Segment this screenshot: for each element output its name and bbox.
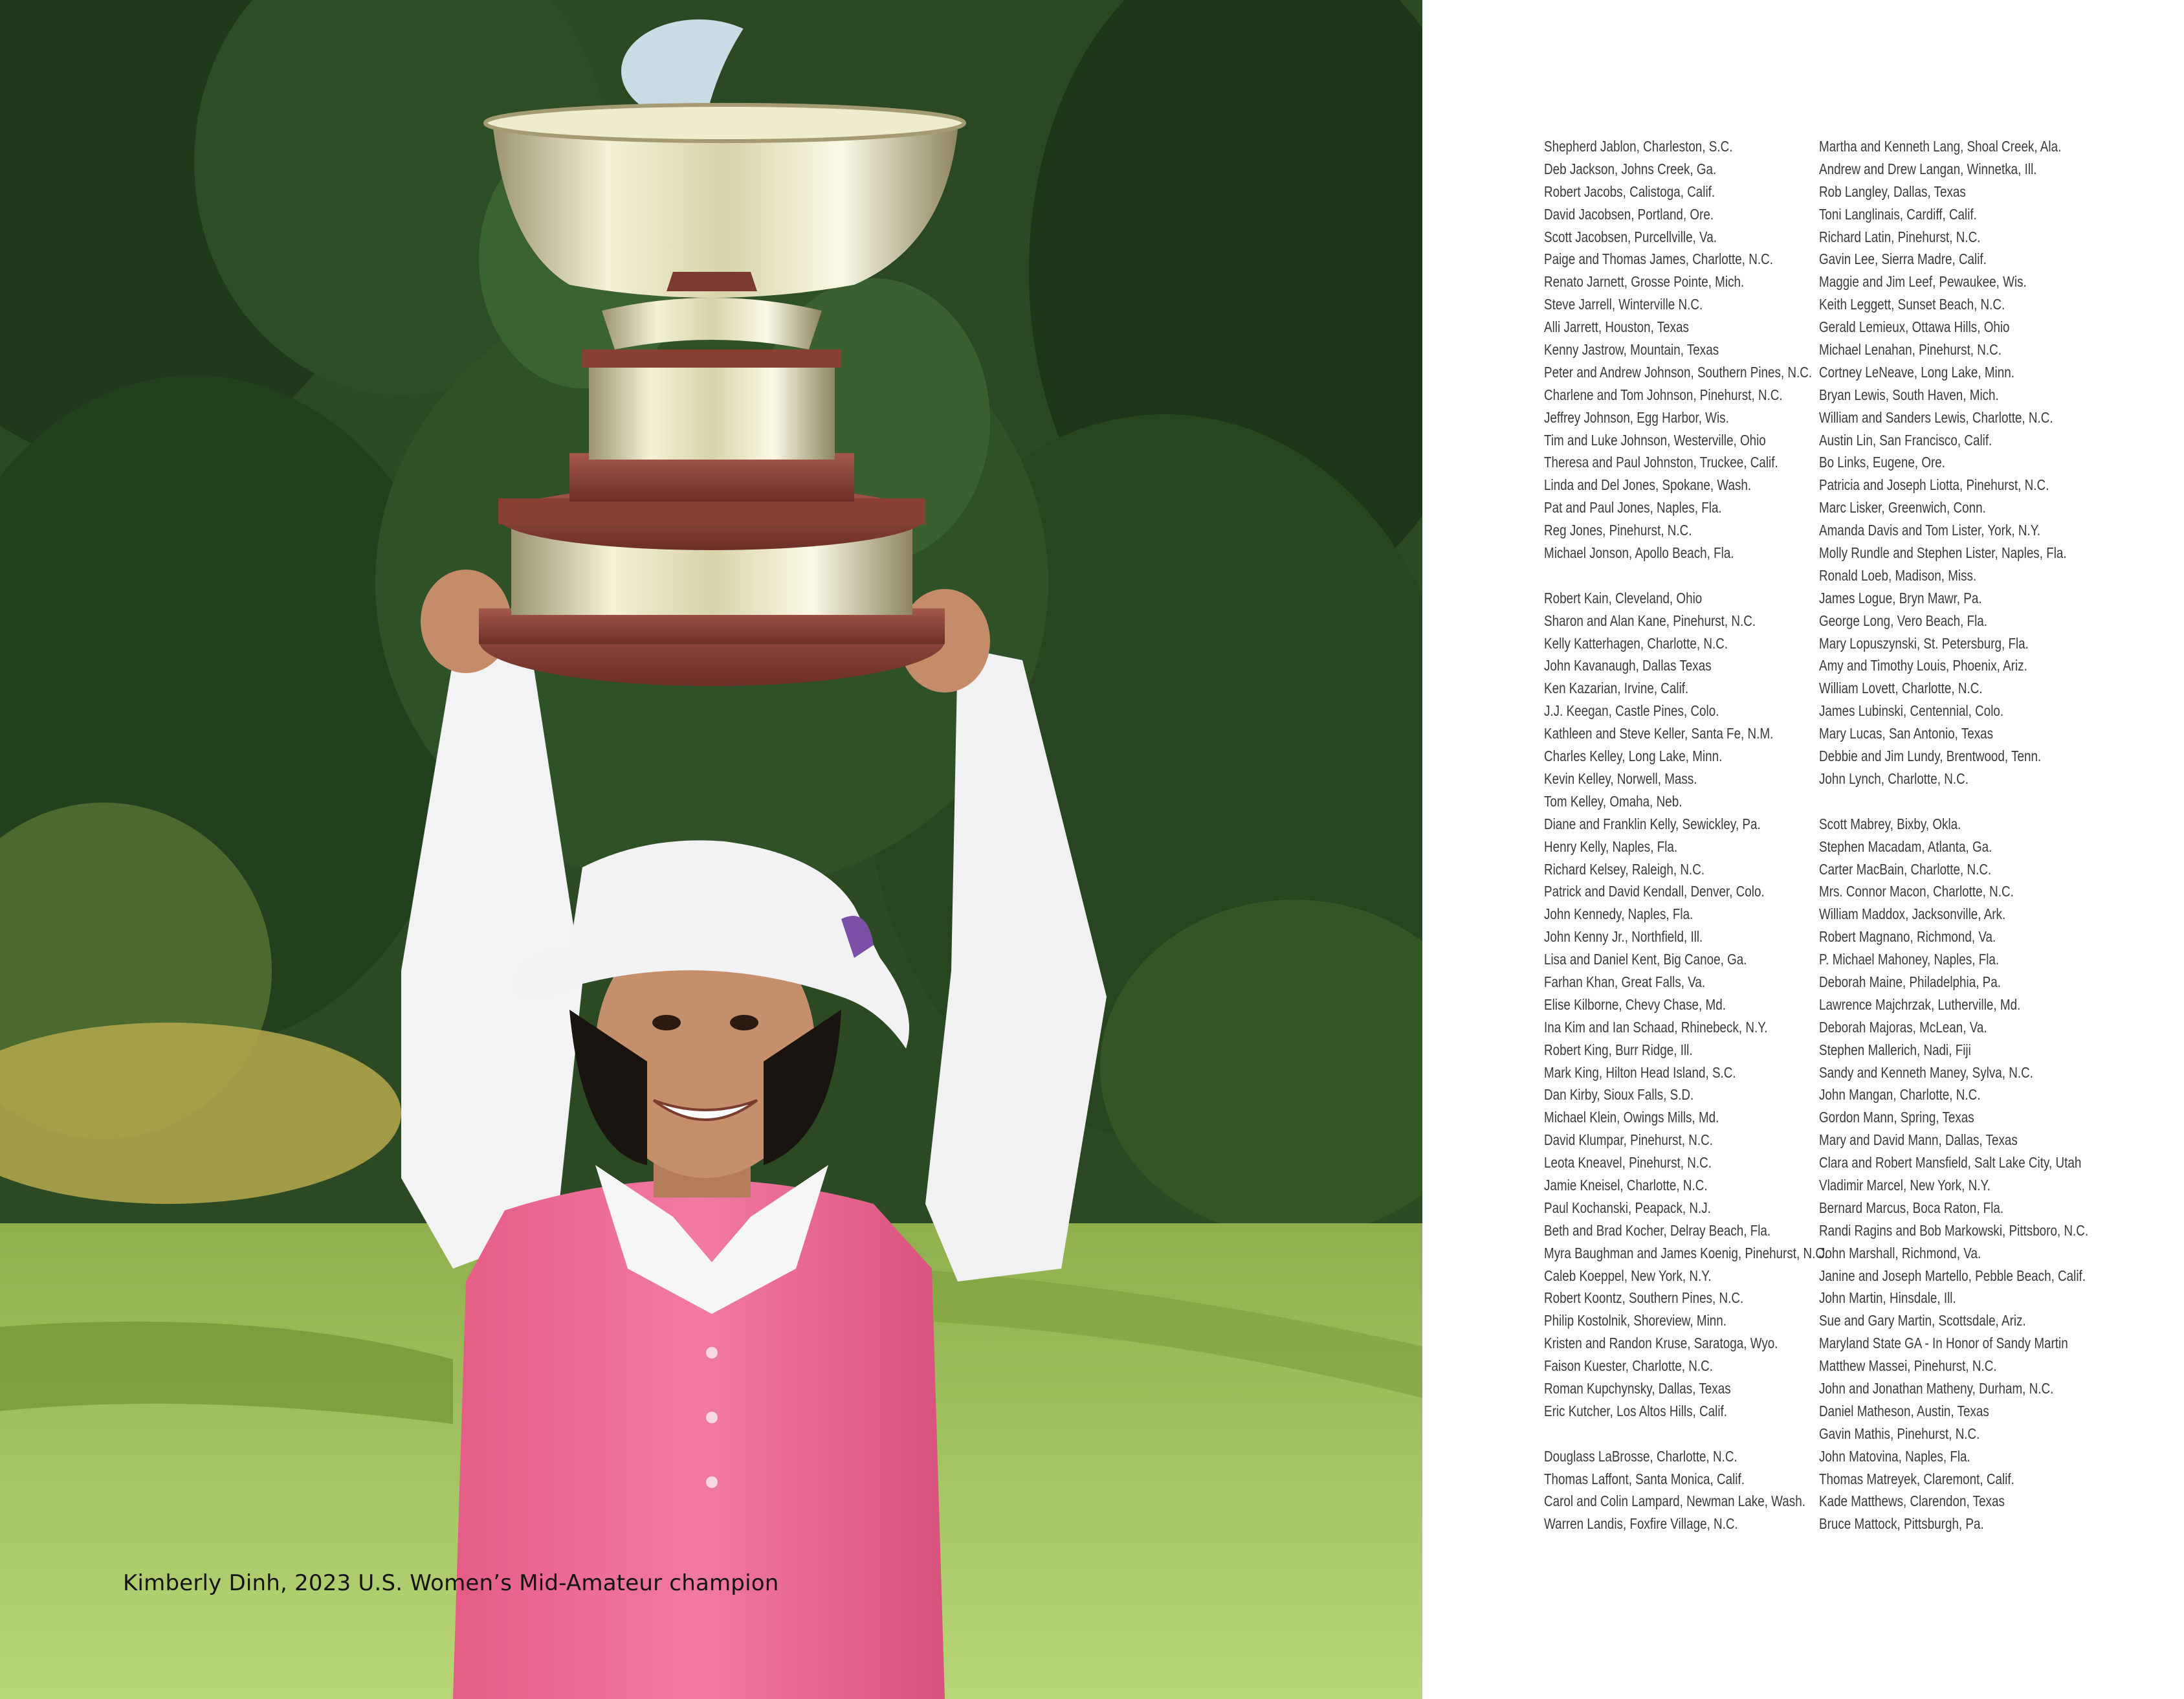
donor-entry: Michael Klein, Owings Mills, Md. — [1544, 1109, 1719, 1126]
donor-entry: Gavin Lee, Sierra Madre, Calif. — [1819, 250, 1987, 268]
donor-entry: Gerald Lemieux, Ottawa Hills, Ohio — [1819, 318, 2010, 336]
donor-entry: Tim and Luke Johnson, Westerville, Ohio — [1544, 431, 1766, 449]
donor-entry: Warren Landis, Foxfire Village, N.C. — [1544, 1515, 1738, 1533]
donor-entry: James Lubinski, Centennial, Colo. — [1819, 702, 2004, 720]
donor-entry: Richard Latin, Pinehurst, N.C. — [1819, 228, 1981, 245]
donor-entry: John Mangan, Charlotte, N.C. — [1819, 1086, 1981, 1104]
donor-entry: Theresa and Paul Johnston, Truckee, Calif. — [1544, 454, 1778, 471]
donor-entry: Martha and Kenneth Lang, Shoal Creek, Ala. — [1819, 138, 2062, 155]
donor-entry: Robert King, Burr Ridge, Ill. — [1544, 1041, 1693, 1058]
donor-entry: Philip Kostolnik, Shoreview, Minn. — [1544, 1312, 1726, 1329]
donor-entry: Austin Lin, San Francisco, Calif. — [1819, 431, 1992, 449]
donor-entry: Scott Jacobsen, Purcellville, Va. — [1544, 228, 1717, 245]
donor-entry: Linda and Del Jones, Spokane, Wash. — [1544, 476, 1752, 494]
donor-entry: Myra Baughman and James Koenig, Pinehurst, N.C. — [1544, 1244, 1828, 1261]
donor-entry: Thomas Laffont, Santa Monica, Calif. — [1544, 1470, 1745, 1487]
donor-entry: Robert Kain, Cleveland, Ohio — [1544, 589, 1703, 606]
donor-entry: Peter and Andrew Johnson, Southern Pines, N.C. — [1544, 363, 1813, 381]
donor-entry: Patricia and Joseph Liotta, Pinehurst, N.C. — [1819, 476, 2049, 494]
donor-entry: Deborah Majoras, McLean, Va. — [1819, 1018, 1987, 1036]
donor-entry: Michael Lenahan, Pinehurst, N.C. — [1819, 341, 2002, 359]
donor-entry: Sharon and Alan Kane, Pinehurst, N.C. — [1544, 612, 1756, 629]
donor-entry: Richard Kelsey, Raleigh, N.C. — [1544, 860, 1705, 878]
donor-entry: Reg Jones, Pinehurst, N.C. — [1544, 522, 1692, 539]
donor-entry: Patrick and David Kendall, Denver, Colo. — [1544, 883, 1765, 900]
donor-entry: Ken Kazarian, Irvine, Calif. — [1544, 680, 1689, 697]
donor-entry: Gordon Mann, Spring, Texas — [1819, 1109, 1974, 1126]
donor-entry: John Matovina, Naples, Fla. — [1819, 1447, 1970, 1465]
donor-entry: Charlene and Tom Johnson, Pinehurst, N.C. — [1544, 386, 1783, 403]
donor-entry: Caleb Koeppel, New York, N.Y. — [1544, 1267, 1712, 1284]
donor-entry: Ronald Loeb, Madison, Miss. — [1819, 566, 1977, 584]
donor-entry: Alli Jarrett, Houston, Texas — [1544, 318, 1689, 336]
donor-entry: David Jacobsen, Portland, Ore. — [1544, 205, 1714, 223]
donor-entry: Paul Kochanski, Peapack, N.J. — [1544, 1199, 1711, 1216]
donor-entry: Sandy and Kenneth Maney, Sylva, N.C. — [1819, 1063, 2033, 1081]
donor-entry: James Logue, Bryn Mawr, Pa. — [1819, 589, 1982, 606]
donor-entry: Kelly Katterhagen, Charlotte, N.C. — [1544, 634, 1728, 652]
donor-entry: Keith Leggett, Sunset Beach, N.C. — [1819, 296, 2005, 313]
donor-entry: Amanda Davis and Tom Lister, York, N.Y. — [1819, 522, 2041, 539]
donor-entry: Bruce Mattock, Pittsburgh, Pa. — [1819, 1515, 1984, 1533]
donor-entry: Diane and Franklin Kelly, Sewickley, Pa. — [1544, 815, 1761, 832]
donor-entry: Sue and Gary Martin, Scottsdale, Ariz. — [1819, 1312, 2026, 1329]
donor-entry: Mrs. Connor Macon, Charlotte, N.C. — [1819, 883, 2014, 900]
donor-entry: Robert Koontz, Southern Pines, N.C. — [1544, 1289, 1744, 1307]
photo-caption: Kimberly Dinh, 2023 U.S. Women’s Mid-Amateur champion — [123, 1570, 779, 1596]
donor-entry: John Lynch, Charlotte, N.C. — [1819, 770, 1969, 787]
donor-entry: Eric Kutcher, Los Altos Hills, Calif. — [1544, 1402, 1728, 1419]
donor-entry: John and Jonathan Matheny, Durham, N.C. — [1819, 1379, 2054, 1397]
donor-entry: George Long, Vero Beach, Fla. — [1819, 612, 1988, 629]
donor-entry: Scott Mabrey, Bixby, Okla. — [1819, 815, 1961, 832]
donor-entry: William and Sanders Lewis, Charlotte, N.C. — [1819, 408, 2053, 426]
donor-entry: Toni Langlinais, Cardiff, Calif. — [1819, 205, 1977, 223]
donor-entry: Renato Jarnett, Grosse Pointe, Mich. — [1544, 273, 1745, 291]
donor-entry: John Marshall, Richmond, Va. — [1819, 1244, 1981, 1261]
donor-entry: Deborah Maine, Philadelphia, Pa. — [1819, 973, 2001, 990]
donor-entry: William Lovett, Charlotte, N.C. — [1819, 680, 1983, 697]
section-gap — [1544, 1423, 1827, 1445]
donor-entry: Maggie and Jim Leef, Pewaukee, Wis. — [1819, 273, 2027, 291]
donor-entry: Michael Jonson, Apollo Beach, Fla. — [1544, 544, 1734, 562]
donor-entry: Molly Rundle and Stephen Lister, Naples, Fla. — [1819, 544, 2067, 562]
donor-entry: Pat and Paul Jones, Naples, Fla. — [1544, 499, 1722, 516]
donor-entry: Tom Kelley, Omaha, Neb. — [1544, 792, 1682, 810]
donor-entry: Steve Jarrell, Winterville N.C. — [1544, 296, 1703, 313]
donor-entry: David Klumpar, Pinehurst, N.C. — [1544, 1131, 1714, 1149]
donor-entry: Deb Jackson, Johns Creek, Ga. — [1544, 160, 1717, 177]
section-gap — [1544, 564, 1827, 587]
donor-entry: Henry Kelly, Naples, Fla. — [1544, 838, 1678, 855]
donor-entry: Faison Kuester, Charlotte, N.C. — [1544, 1357, 1714, 1375]
donor-entry: Mary Lucas, San Antonio, Texas — [1819, 725, 1994, 742]
donor-entry: Mark King, Hilton Head Island, S.C. — [1544, 1063, 1736, 1081]
donor-entry: Kenny Jastrow, Mountain, Texas — [1544, 341, 1719, 359]
donor-entry: Cortney LeNeave, Long Lake, Minn. — [1819, 363, 2014, 381]
donor-entry: John Kavanaugh, Dallas Texas — [1544, 657, 1712, 674]
donor-entry: Shepherd Jablon, Charleston, S.C. — [1544, 138, 1733, 155]
donor-entry: Gavin Mathis, Pinehurst, N.C. — [1819, 1425, 1980, 1442]
donor-entry: Bo Links, Eugene, Ore. — [1819, 454, 1946, 471]
donor-entry: Randi Ragins and Bob Markowski, Pittsboro, N.C. — [1819, 1221, 2089, 1239]
donor-entry: Andrew and Drew Langan, Winnetka, Ill. — [1819, 160, 2037, 177]
donor-entry: Jeffrey Johnson, Egg Harbor, Wis. — [1544, 408, 1729, 426]
donor-entry: Farhan Khan, Great Falls, Va. — [1544, 973, 1706, 990]
donor-entry: Bernard Marcus, Boca Raton, Fla. — [1819, 1199, 2004, 1216]
donor-entry: Lisa and Daniel Kent, Big Canoe, Ga. — [1544, 951, 1747, 968]
donor-entry: John Kennedy, Naples, Fla. — [1544, 905, 1693, 923]
donor-entry: Stephen Macadam, Atlanta, Ga. — [1819, 838, 1992, 855]
donor-entry: Rob Langley, Dallas, Texas — [1819, 183, 1966, 200]
donor-entry: Carol and Colin Lampard, Newman Lake, Wash. — [1544, 1493, 1805, 1510]
donor-entry: Carter MacBain, Charlotte, N.C. — [1819, 860, 1992, 878]
donor-entry: Beth and Brad Kocher, Delray Beach, Fla. — [1544, 1221, 1771, 1239]
donor-entry: John Kenny Jr., Northfield, Ill. — [1544, 928, 1703, 946]
donor-entry: Mary Lopuszynski, St. Petersburg, Fla. — [1819, 634, 2029, 652]
donor-entry: Paige and Thomas James, Charlotte, N.C. — [1544, 250, 1773, 268]
donor-entry: Dan Kirby, Sioux Falls, S.D. — [1544, 1086, 1694, 1104]
donor-entry: Roman Kupchynsky, Dallas, Texas — [1544, 1379, 1731, 1397]
donor-entry: Vladimir Marcel, New York, N.Y. — [1819, 1176, 1991, 1194]
donor-entry: P. Michael Mahoney, Naples, Fla. — [1819, 951, 2000, 968]
donor-entry: Kade Matthews, Clarendon, Texas — [1819, 1493, 2005, 1510]
donor-entry: Marc Lisker, Greenwich, Conn. — [1819, 499, 1986, 516]
donor-entry: Leota Kneavel, Pinehurst, N.C. — [1544, 1154, 1712, 1172]
donor-entry: Ina Kim and Ian Schaad, Rhinebeck, N.Y. — [1544, 1018, 1768, 1036]
donor-entry: Kevin Kelley, Norwell, Mass. — [1544, 770, 1697, 787]
donor-entry: Charles Kelley, Long Lake, Minn. — [1544, 748, 1723, 765]
donor-entry: Stephen Mallerich, Nadi, Fiji — [1819, 1041, 1971, 1058]
donor-entry: Bryan Lewis, South Haven, Mich. — [1819, 386, 1999, 403]
donor-column-2 — [1819, 135, 2148, 1535]
donor-entry: Janine and Joseph Martello, Pebble Beach, Calif. — [1819, 1267, 2086, 1284]
donor-entry: Matthew Massei, Pinehurst, N.C. — [1819, 1357, 1997, 1375]
donor-entry: Mary and David Mann, Dallas, Texas — [1819, 1131, 2018, 1149]
donor-entry: Debbie and Jim Lundy, Brentwood, Tenn. — [1819, 748, 2042, 765]
donor-entry: Robert Magnano, Richmond, Va. — [1819, 928, 1996, 946]
donor-entry: Kristen and Randon Kruse, Saratoga, Wyo. — [1544, 1335, 1778, 1352]
donor-entry: Robert Jacobs, Calistoga, Calif. — [1544, 183, 1715, 200]
donor-entry: Thomas Matreyek, Claremont, Calif. — [1819, 1470, 2014, 1487]
donor-entry: Elise Kilborne, Chevy Chase, Md. — [1544, 995, 1726, 1013]
donor-entry: Jamie Kneisel, Charlotte, N.C. — [1544, 1176, 1708, 1194]
donor-entry: J.J. Keegan, Castle Pines, Colo. — [1544, 702, 1719, 720]
donor-entry: Clara and Robert Mansfield, Salt Lake City, Utah — [1819, 1154, 2082, 1172]
donor-entry: Lawrence Majchrzak, Lutherville, Md. — [1819, 995, 2021, 1013]
donor-entry: John Martin, Hinsdale, Ill. — [1819, 1289, 1956, 1307]
donor-entry: Kathleen and Steve Keller, Santa Fe, N.M. — [1544, 725, 1774, 742]
section-gap — [1819, 790, 2088, 813]
donor-entry: Daniel Matheson, Austin, Texas — [1819, 1402, 1989, 1419]
donor-entry: Douglass LaBrosse, Charlotte, N.C. — [1544, 1447, 1737, 1465]
donor-entry: William Maddox, Jacksonville, Ark. — [1819, 905, 2006, 923]
donor-entry: Maryland State GA - In Honor of Sandy Martin — [1819, 1335, 2068, 1352]
donor-entry: Amy and Timothy Louis, Phoenix, Ariz. — [1819, 657, 2027, 674]
